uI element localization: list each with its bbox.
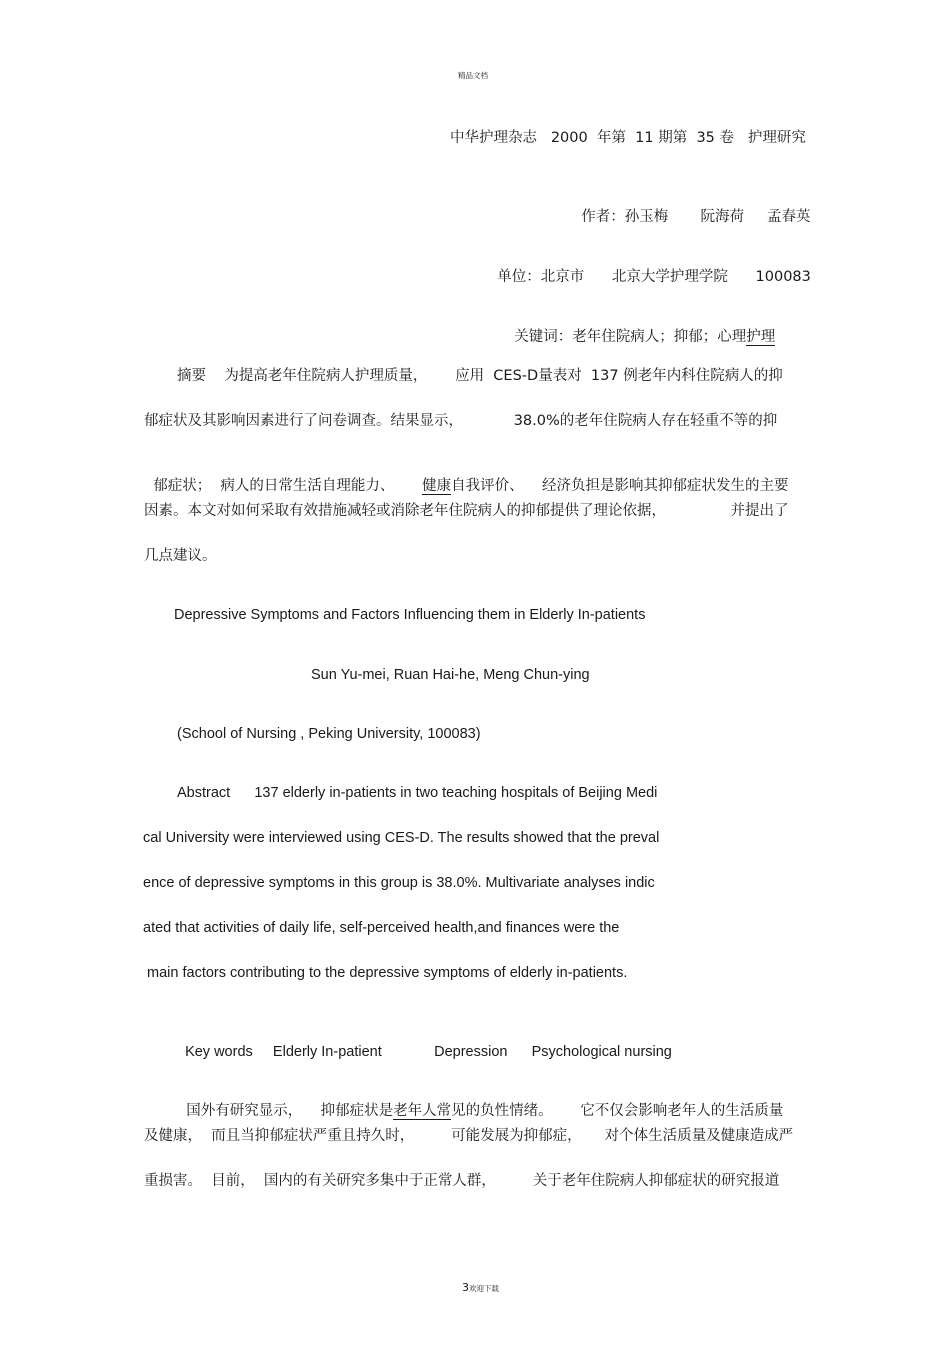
- body-cn-line: 及健康， 而且当抑郁症状严重且持久时， 可能发展为抑郁症， 对个体生活质量及健康造成严: [144, 1128, 794, 1144]
- abstract-en-line: ated that activities of daily life, self-perceived health,and finances were the: [143, 920, 620, 936]
- authors-line: [572, 187, 811, 227]
- abstract-cn-line: 因素。本文对如何采取有效措施减轻或消除老年住院病人的抑郁提供了理论依据， 并提出了: [144, 503, 789, 519]
- unit-zip: 100083: [755, 269, 811, 285]
- abstract-en-line: main factors contributing to the depressive symptoms of elderly in-patients.: [143, 965, 628, 981]
- keywords-cn-label: 关键词：: [514, 329, 573, 345]
- authors-label: 作者：: [581, 209, 625, 225]
- underlined-term: 老年人常: [393, 1103, 452, 1119]
- unit-line: [488, 247, 811, 287]
- keyword-en: Depression: [434, 1044, 508, 1060]
- body-cn-line: 重损害。 目前， 国内的有关研究多集中于正常人群， 关于老年住院病人抑郁症状的研究报道: [144, 1173, 780, 1189]
- abstract-cn-line: 郁症状及其影响因素进行了问卷调查。结果显示， 38.0%的老年住院病人存在轻重不等的抑: [144, 413, 778, 429]
- unit-city: 北京市: [540, 269, 585, 285]
- footer: [455, 1258, 499, 1299]
- abstract-en-line: ence of depressive symptoms in this group is 38.0%. Multivariate analyses indic: [143, 875, 655, 891]
- unit-label: 单位：: [497, 269, 541, 285]
- author-name: 阮海荷: [700, 209, 744, 225]
- journal-line: 中华护理杂志 2000 年第 11 期第 35 卷 护理研究: [450, 130, 806, 146]
- keywords-en-label: Key words: [185, 1044, 253, 1060]
- english-title: Depressive Symptoms and Factors Influencing them in Elderly In-patients: [174, 607, 646, 623]
- keyword-en: Psychological nursing: [531, 1044, 672, 1060]
- english-affiliation: (School of Nursing , Peking University, 100083): [177, 726, 481, 742]
- header-watermark: 精品文档: [458, 71, 488, 80]
- underlined-term: 健康: [422, 478, 452, 494]
- author-name: 孙玉梅: [624, 209, 669, 225]
- abstract-cn-line: 几点建议。: [144, 548, 217, 564]
- keywords-en-line: [177, 1022, 672, 1062]
- author-name: 孟春英: [767, 209, 811, 225]
- page-number: 3: [462, 1281, 469, 1294]
- english-authors: Sun Yu-mei, Ruan Hai-he, Meng Chun-ying: [311, 667, 590, 683]
- abstract-en-line: Abstract 137 elderly in-patients in two teaching hospitals of Beijing Medi: [177, 785, 658, 801]
- abstract-cn-line: 郁症状； 病人的日常生活自理能力、 健康自我评价、 经济负担是影响其抑郁症状发生的主要: [153, 478, 789, 494]
- unit-school: 北京大学护理学院: [611, 269, 728, 285]
- abstract-cn-line: 摘要 为提高老年住院病人护理质量， 应用 CES-D量表对 137 例老年内科住院病人的抑: [177, 368, 783, 384]
- keywords-cn-underlined: 护理: [746, 329, 776, 345]
- keywords-cn-line: [505, 307, 775, 347]
- abstract-en-line: cal University were interviewed using CES-D. The results showed that the preval: [143, 830, 660, 846]
- body-cn-line: 国外有研究显示， 抑郁症状是老年人常见的负性情绪。 它不仅会影响老年人的生活质量: [186, 1103, 784, 1119]
- keyword-en: Elderly In-patient: [272, 1044, 382, 1060]
- footer-label: 欢迎下载: [469, 1284, 499, 1293]
- keywords-cn: 老年住院病人；抑郁；心理: [572, 329, 747, 345]
